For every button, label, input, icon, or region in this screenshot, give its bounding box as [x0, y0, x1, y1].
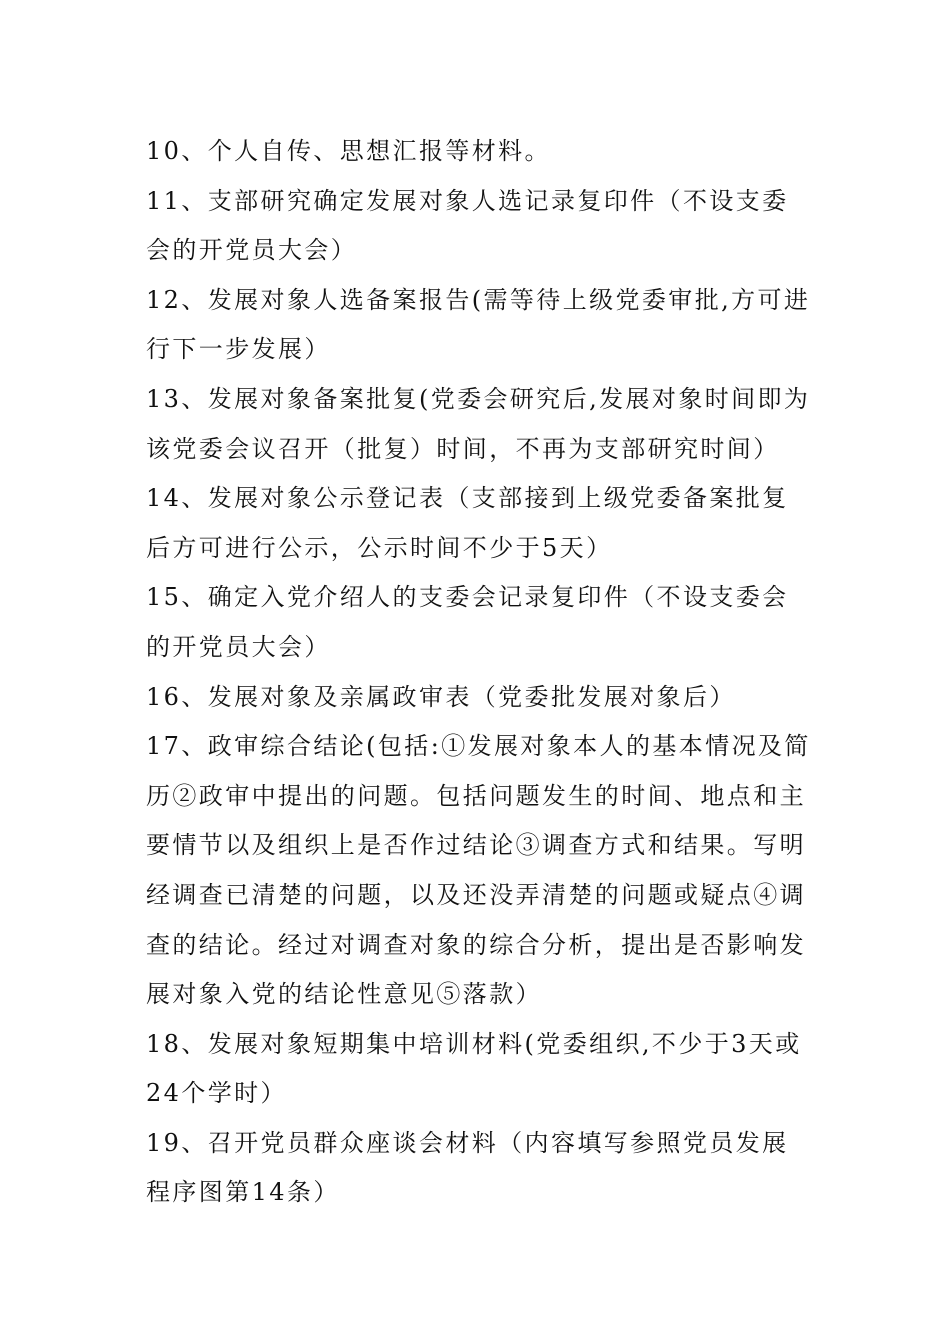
- list-item-14: 14、发展对象公示登记表（支部接到上级党委备案批复后方可进行公示，公示时间不少于5天）: [146, 484, 789, 562]
- list-item-16: 16、发展对象及亲属政审表（党委批发展对象后）: [146, 682, 736, 711]
- document-body: [146, 127, 814, 1218]
- list-item-15: 15、确定入党介绍人的支委会记录复印件（不设支委会的开党员大会）: [146, 583, 789, 661]
- list-item-10: 10、个人自传、思想汇报等材料。: [146, 137, 551, 165]
- list-item-19: 19、召开党员群众座谈会材料（内容填写参照党员发展程序图第14条）: [146, 1128, 789, 1207]
- list-item-18: 18、发展对象短期集中培训材料(党委组织,不少于3天或24个学时）: [146, 1029, 802, 1108]
- list-item-13: 13、发展对象备案批复(党委会研究后,发展对象时间即为该党委会议召开（批复）时间，不再为支部研究时间）: [146, 384, 811, 463]
- list-item-12: 12、发展对象人选备案报告(需等待上级党委审批,方可进行下一步发展）: [146, 285, 811, 364]
- list-item-17: 17、政审综合结论(包括:①发展对象本人的基本情况及简历②政审中提出的问题。包括问题发生的时间、地点和主要情节以及组织上是否作过结论③调查方式和结果。写明经调查已清楚的问题，以及还没弄清楚的问题或疑点④调查的结论。经过对调查对象的综合分析，提出是否影响发展对象入党的结论性意见⑤落款）: [146, 732, 811, 1009]
- list-item-11: 11、支部研究确定发展对象人选记录复印件（不设支委会的开党员大会）: [146, 186, 789, 265]
